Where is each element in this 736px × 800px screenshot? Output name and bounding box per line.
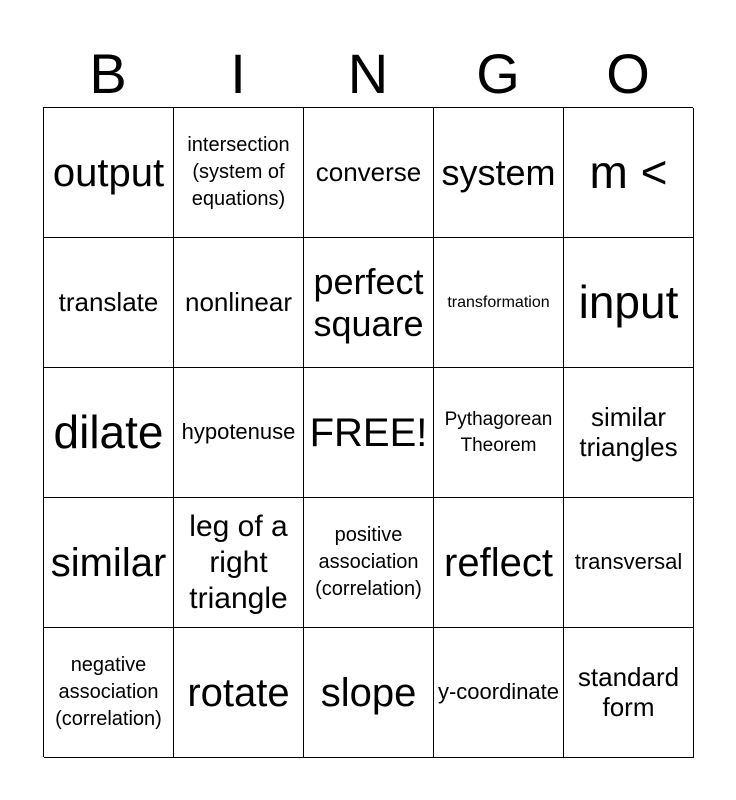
cell-text: dilate — [53, 406, 164, 459]
bingo-cell[interactable] — [564, 368, 694, 498]
bingo-cell[interactable] — [434, 368, 564, 498]
cell-text: nonlinear — [185, 286, 292, 317]
cell-text: similar triangles — [579, 401, 678, 462]
bingo-cell[interactable] — [304, 108, 434, 238]
cell-text: y-coordinate — [437, 679, 560, 705]
cell-text: converse — [315, 156, 422, 187]
bingo-cell[interactable] — [174, 498, 304, 628]
cell-text: transformation — [447, 293, 550, 311]
bingo-cell[interactable] — [434, 628, 564, 758]
cell-text: slope — [320, 670, 417, 715]
cell-text: translate — [58, 286, 159, 317]
header-letter-b: B — [89, 42, 127, 105]
header-letter-i: I — [230, 42, 246, 105]
cell-text: hypotenuse — [181, 419, 296, 445]
cell-text: FREE! — [309, 410, 428, 455]
cell-text: m < — [589, 146, 668, 199]
cell-text: output — [52, 150, 165, 195]
header-letter-n: N — [347, 42, 389, 105]
bingo-free-space[interactable] — [304, 368, 434, 498]
cell-text: rotate — [187, 670, 290, 715]
bingo-cell[interactable] — [44, 238, 174, 368]
bingo-cell[interactable] — [564, 108, 694, 238]
cell-text: Pythagorean Theorem — [444, 408, 553, 456]
cell-text: similar — [50, 540, 167, 585]
cell-text: input — [578, 276, 679, 329]
bingo-cell[interactable] — [434, 498, 564, 628]
cell-text: negative association (correlation) — [55, 654, 162, 730]
cell-text: system — [441, 151, 556, 193]
bingo-cell[interactable] — [174, 368, 304, 498]
bingo-cell[interactable] — [564, 238, 694, 368]
cell-text: perfect square — [313, 261, 424, 344]
bingo-header — [43, 40, 693, 108]
header-letter-o: O — [606, 42, 650, 105]
bingo-board — [43, 107, 693, 757]
cell-text: positive association (correlation) — [315, 524, 422, 600]
header-letter-g: G — [476, 42, 520, 105]
bingo-cell[interactable] — [44, 498, 174, 628]
bingo-cell[interactable] — [44, 108, 174, 238]
bingo-cell[interactable] — [564, 628, 694, 758]
cell-text: standard form — [577, 661, 680, 722]
bingo-cell[interactable] — [434, 108, 564, 238]
bingo-cell[interactable] — [564, 498, 694, 628]
cell-text: intersection (system of equations) — [187, 134, 290, 210]
bingo-cell[interactable] — [304, 498, 434, 628]
cell-text: leg of a right triangle — [189, 509, 288, 615]
bingo-cell[interactable] — [304, 628, 434, 758]
bingo-cell[interactable] — [44, 628, 174, 758]
bingo-cell[interactable] — [44, 368, 174, 498]
bingo-cell[interactable] — [304, 238, 434, 368]
cell-text: reflect — [444, 540, 553, 585]
cell-text: transversal — [574, 549, 683, 575]
bingo-cell[interactable] — [434, 238, 564, 368]
bingo-cell[interactable] — [174, 108, 304, 238]
bingo-cell[interactable] — [174, 238, 304, 368]
bingo-cell[interactable] — [174, 628, 304, 758]
